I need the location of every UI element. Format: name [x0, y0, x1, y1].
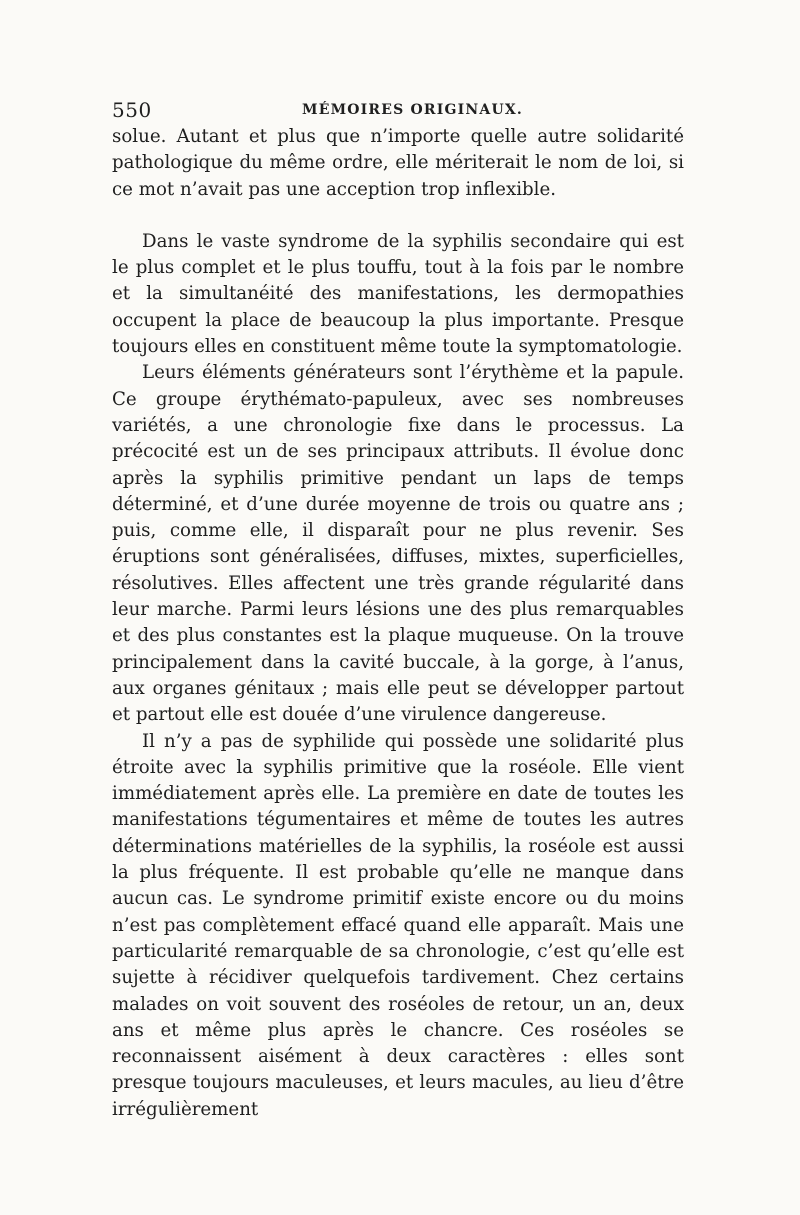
- paragraph: Dans le vaste syndrome de la syphilis secondaire qui est le plus complet et le plus touffu, tout à la fois par le nombre et la simultanéité des manifestations, les dermopathies occupent la place de beaucoup la plus importante. Presque toujours elles en constituent même toute la symptomatologie.: [112, 230, 684, 358]
- page-header: [112, 98, 684, 126]
- page-number: 550: [112, 98, 152, 122]
- paragraph: Il n’y a pas de syphilide qui possède une solidarité plus étroite avec la syphilis primitive que la roséole. Elle vient immédiatement après elle. La première en date de toutes les manifestations tégumentaires et même de toutes les autres déterminations matérielles de la syphilis, la roséole est aussi la plus fréquente. Il est probable qu’elle ne manque dans aucun cas. Le syndrome primitif existe encore ou du moins n’est pas complètement effacé quand elle apparaît. Mais une particularité remarquable de sa chronologie, c’est qu’elle est sujette à récidiver quelquefois tardivement. Chez certains malades on voit souvent des roséoles de retour, un an, deux ans et même plus après le chancre. Ces roséoles se reconnaissent aisément à deux caractères : elles sont presque toujours maculeuses, et leurs macules, au lieu d’être irrégulièrement: [112, 730, 684, 1120]
- running-title: MÉMOIRES ORIGINAUX.: [302, 102, 523, 118]
- paragraph: Leurs éléments générateurs sont l’érythème et la papule. Ce groupe érythémato-papuleux, avec ses nombreuses variétés, a une chronologie fixe dans le processus. La précocité est un de ses principaux attributs. Il évolue donc après la syphilis primitive pendant un laps de temps déterminé, et d’une durée moyenne de trois ou quatre ans ; puis, comme elle, il disparaît pour ne plus revenir. Ses éruptions sont généralisées, diffuses, mixtes, superficielles, résolutives. Elles affectent une très grande régularité dans leur marche. Parmi leurs lésions une des plus remarquables et des plus constantes est la plaque muqueuse. On la trouve principalement dans la cavité buccale, à la gorge, à l’anus, aux organes génitaux ; mais elle peut se développer partout et partout elle est douée d’une virulence dangereuse.: [112, 362, 684, 726]
- body-text: [112, 124, 684, 1123]
- paragraph-continuation: solue. Autant et plus que n’importe quelle autre solidarité pathologique du même ordre, elle mériterait le nom de loi, si ce mot n’avait pas une acception trop inflexible.: [112, 126, 684, 200]
